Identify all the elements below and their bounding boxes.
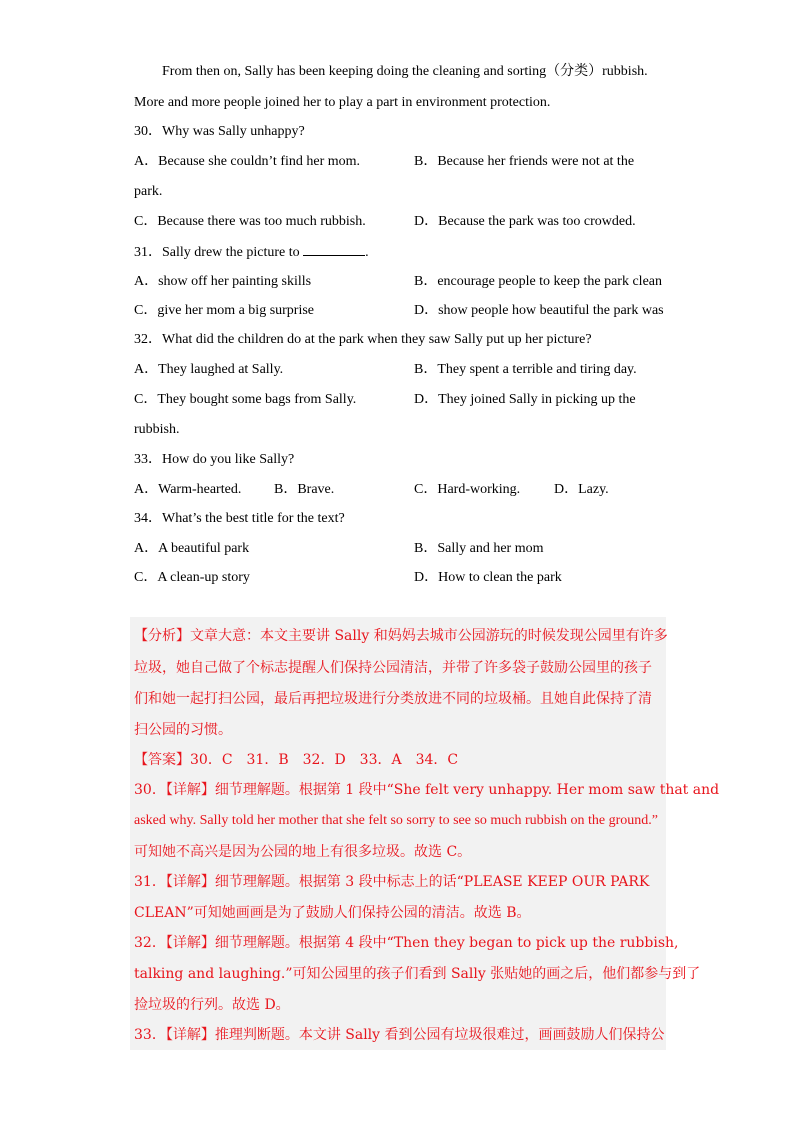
option-b: B．encourage people to keep the park clean — [414, 274, 663, 289]
option-b: B．Sally and her mom — [414, 541, 544, 556]
option-d: D．How to clean the park — [414, 570, 562, 585]
explanation-line: CLEAN”可知她画画是为了鼓励人们保持公园的清洁。故选 B。 — [134, 905, 531, 921]
answer-key: 【答案】30．C 31．B 32．D 33．A 34．C — [134, 752, 459, 768]
explanation-line: 33．【详解】推理判断题。本文讲 Sally 看到公园有垃圾很难过，画画鼓励人们保持公 — [134, 1027, 665, 1043]
answer-blank — [303, 243, 365, 256]
passage-paragraph: From then on, Sally has been keeping doing the cleaning and sorting（分类）rubbish. — [162, 64, 648, 79]
option-c: C．give her mom a big surprise — [134, 303, 315, 318]
option-b: B．They spent a terrible and tiring day. — [414, 362, 637, 377]
option-b: B．Brave. — [274, 482, 335, 497]
question-stem — [134, 243, 369, 262]
analysis-line: 【分析】文章大意：本文主要讲 Sally 和妈妈去城市公园游玩的时候发现公园里有许多 — [134, 628, 668, 644]
question-stem: 34．What’s the best title for the text? — [134, 511, 345, 526]
question-stem: 33．How do you like Sally? — [134, 452, 295, 467]
option-d-continued: rubbish. — [134, 422, 180, 437]
option-a: A．show off her painting skills — [134, 274, 312, 289]
option-c: C．They bought some bags from Sally. — [134, 392, 357, 407]
analysis-line: 扫公园的习惯。 — [134, 722, 232, 738]
explanation-line: 31．【详解】细节理解题。根据第 3 段中标志上的话“PLEASE KEEP OUR PARK — [134, 874, 650, 890]
option-b: B．Because her friends were not at the — [414, 154, 635, 169]
stem-text: 31．Sally drew the picture to — [134, 245, 304, 260]
option-c: C．Hard-working. — [414, 482, 521, 497]
explanation-line: 可知她不高兴是因为公园的地上有很多垃圾。故选 C。 — [134, 844, 472, 860]
passage-paragraph: More and more people joined her to play a part in environment protection. — [134, 95, 551, 110]
option-d: D．They joined Sally in picking up the — [414, 392, 636, 407]
analysis-line: 们和她一起打扫公园，最后再把垃圾进行分类放进不同的垃圾桶。且她自此保持了清 — [134, 691, 652, 707]
option-a: A．Warm-hearted. — [134, 482, 242, 497]
analysis-line: 垃圾，她自己做了个标志提醒人们保持公园清洁，并带了许多袋子鼓励公园里的孩子 — [134, 660, 652, 676]
question-stem: 32．What did the children do at the park when they saw Sally put up her picture? — [134, 332, 592, 347]
option-a: A．A beautiful park — [134, 541, 250, 556]
explanation-line: 32．【详解】细节理解题。根据第 4 段中“Then they began to pick up the rubbish, — [134, 935, 679, 951]
explanation-line: 捡垃圾的行列。故选 D。 — [134, 997, 290, 1013]
option-d: D．show people how beautiful the park was — [414, 303, 664, 318]
option-d: D．Lazy. — [554, 482, 609, 497]
option-c: C．A clean-up story — [134, 570, 250, 585]
question-stem: 30．Why was Sally unhappy? — [134, 124, 305, 139]
option-d: D．Because the park was too crowded. — [414, 214, 636, 229]
explanation-line: talking and laughing.”可知公园里的孩子们看到 Sally 张贴她的画之后，他们都参与到了 — [134, 966, 701, 982]
explanation-line: asked why. Sally told her mother that she felt so sorry to see so much rubbish on the ground.” — [134, 813, 658, 828]
option-b-continued: park. — [134, 184, 163, 199]
option-a: A．They laughed at Sally. — [134, 362, 284, 377]
stem-end: . — [365, 245, 369, 260]
explanation-line: 30．【详解】细节理解题。根据第 1 段中“She felt very unhappy. Her mom saw that and — [134, 782, 720, 798]
option-a: A．Because she couldn’t find her mom. — [134, 154, 361, 169]
option-c: C．Because there was too much rubbish. — [134, 214, 366, 229]
answer-analysis-box — [130, 617, 666, 1050]
